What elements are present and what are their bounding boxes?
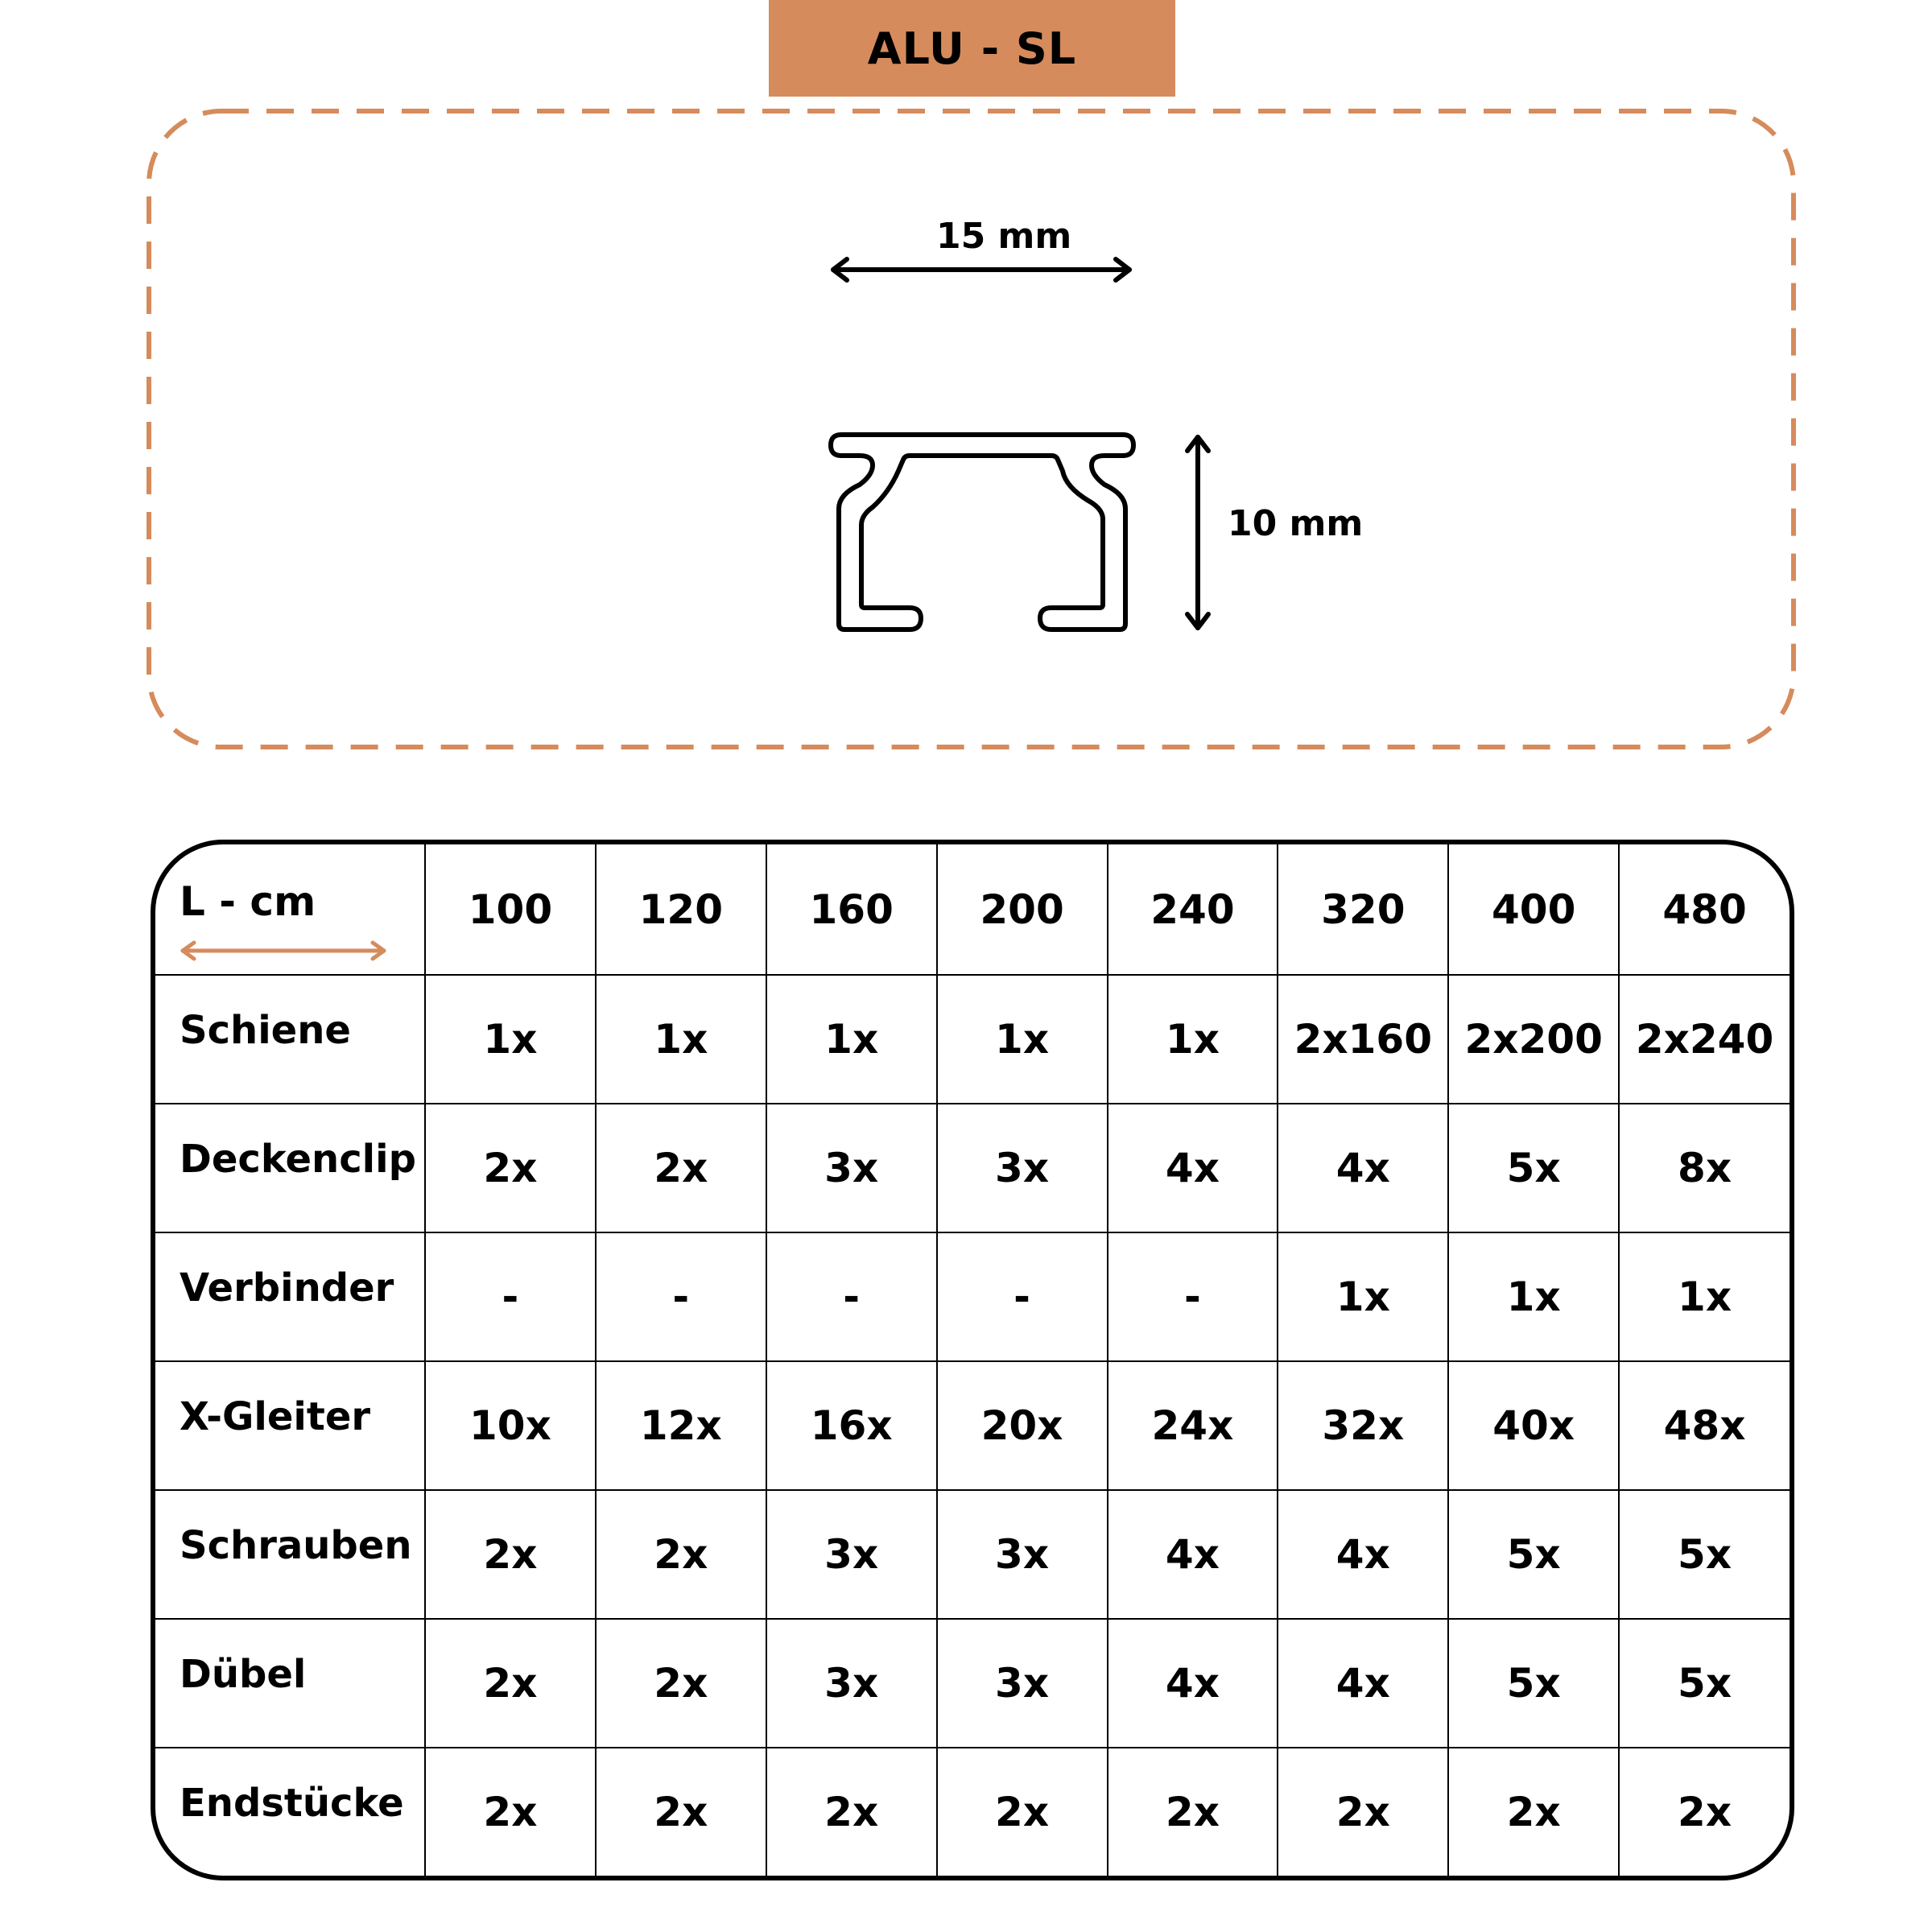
table-cell: 1x [937, 975, 1108, 1104]
profile-panel [0, 0, 1932, 773]
spec-table [151, 840, 1794, 1880]
table-cell: 2x200 [1448, 975, 1619, 1104]
table-cell: 2x [1448, 1748, 1619, 1876]
table-cell: 1x [766, 975, 937, 1104]
table-cell: 2x [1108, 1748, 1278, 1876]
table-cell: 5x [1448, 1104, 1619, 1232]
table-cell: 48x [1619, 1361, 1790, 1490]
table-cell: 2x240 [1619, 975, 1790, 1104]
row-label: Dübel [155, 1619, 425, 1748]
table-cell: - [425, 1232, 596, 1361]
table-cell: 3x [766, 1619, 937, 1748]
table-cell: 10x [425, 1361, 596, 1490]
table-cell: 3x [937, 1104, 1108, 1232]
table-cell: 1x [596, 975, 766, 1104]
dashed-border [149, 111, 1794, 747]
table-cell: 5x [1619, 1619, 1790, 1748]
table-cell: 1x [1108, 975, 1278, 1104]
table-cell: 5x [1619, 1490, 1790, 1619]
table-cell: 5x [1448, 1490, 1619, 1619]
table-cell: - [766, 1232, 937, 1361]
table-cell: 1x [1278, 1232, 1448, 1361]
table-cell: 12x [596, 1361, 766, 1490]
length-label: L - cm [180, 877, 316, 925]
length-header: 480 [1619, 844, 1790, 975]
row-label: Schiene [155, 975, 425, 1104]
table-cell: 2x [1619, 1748, 1790, 1876]
table-cell: 24x [1108, 1361, 1278, 1490]
table-cell: 3x [937, 1619, 1108, 1748]
page-title: ALU - SL [769, 0, 1175, 97]
rail-profile-icon [831, 435, 1133, 630]
table-cell: 8x [1619, 1104, 1790, 1232]
row-label: Deckenclip [155, 1104, 425, 1232]
table-cell: 3x [766, 1490, 937, 1619]
table-cell: - [1108, 1232, 1278, 1361]
table-row [155, 1104, 1790, 1232]
table-cell: 2x [425, 1619, 596, 1748]
table-cell: 3x [937, 1490, 1108, 1619]
table-cell: 4x [1278, 1490, 1448, 1619]
corner-cell [155, 844, 425, 975]
height-arrow-icon [1187, 437, 1208, 628]
length-header: 400 [1448, 844, 1619, 975]
table-cell: 2x [596, 1619, 766, 1748]
table-cell: 2x [425, 1748, 596, 1876]
height-label: 10 mm [1228, 503, 1364, 544]
table-cell: - [937, 1232, 1108, 1361]
length-header: 100 [425, 844, 596, 975]
table-cell: 4x [1108, 1619, 1278, 1748]
table-cell: 4x [1278, 1619, 1448, 1748]
length-arrow-icon [180, 939, 387, 963]
table-cell: 32x [1278, 1361, 1448, 1490]
table-row [155, 1619, 1790, 1748]
table-cell: 2x [596, 1104, 766, 1232]
table-cell: 1x [425, 975, 596, 1104]
width-arrow-icon [833, 259, 1129, 280]
table-cell: 4x [1108, 1104, 1278, 1232]
table-cell: 16x [766, 1361, 937, 1490]
table-cell: 2x [937, 1748, 1108, 1876]
table-row [155, 975, 1790, 1104]
table-cell: 2x [1278, 1748, 1448, 1876]
table-cell: 1x [1619, 1232, 1790, 1361]
table-cell: 3x [766, 1104, 937, 1232]
table-row [155, 1748, 1790, 1876]
row-label: Schrauben [155, 1490, 425, 1619]
row-label: Verbinder [155, 1232, 425, 1361]
table-cell: 40x [1448, 1361, 1619, 1490]
table-cell: 2x [766, 1748, 937, 1876]
table-cell: 2x [596, 1748, 766, 1876]
table-cell: 5x [1448, 1619, 1619, 1748]
row-label: X-Gleiter [155, 1361, 425, 1490]
length-header: 160 [766, 844, 937, 975]
table-cell: 20x [937, 1361, 1108, 1490]
table-header-row [155, 844, 1790, 975]
table-cell: - [596, 1232, 766, 1361]
table-cell: 2x [425, 1490, 596, 1619]
length-header: 320 [1278, 844, 1448, 975]
table-cell: 2x [425, 1104, 596, 1232]
table-cell: 2x160 [1278, 975, 1448, 1104]
table-row [155, 1490, 1790, 1619]
table-cell: 4x [1108, 1490, 1278, 1619]
table-cell: 4x [1278, 1104, 1448, 1232]
table-row [155, 1361, 1790, 1490]
length-header: 120 [596, 844, 766, 975]
length-header: 240 [1108, 844, 1278, 975]
row-label: Endstücke [155, 1748, 425, 1876]
table-cell: 2x [596, 1490, 766, 1619]
table-cell: 1x [1448, 1232, 1619, 1361]
length-header: 200 [937, 844, 1108, 975]
width-label: 15 mm [936, 216, 1072, 257]
table-row [155, 1232, 1790, 1361]
